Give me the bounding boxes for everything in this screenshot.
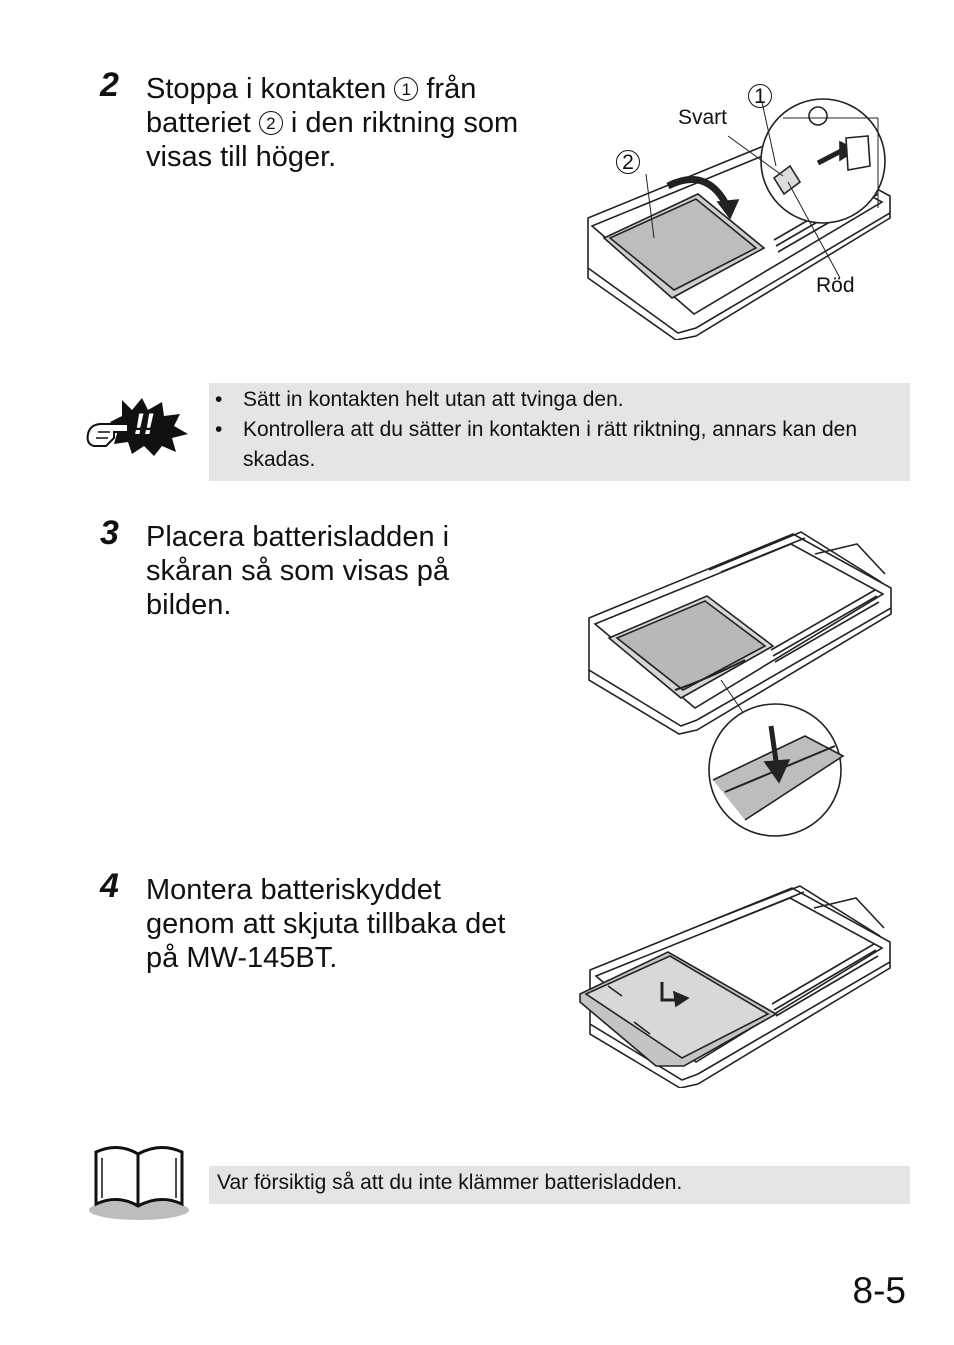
instruction-line: genom att skjuta tillbaka det xyxy=(146,908,506,940)
callout-1: 1 xyxy=(748,84,772,108)
instruction-line: Placera batterisladden i xyxy=(146,521,450,553)
caution-item: • Sätt in kontakten helt utan att tvinga den. xyxy=(209,385,900,415)
caution-icon xyxy=(84,394,194,458)
caution-item: • Kontrollera att du sätter in kontakten i rätt riktning, annars kan den skadas. xyxy=(209,415,900,475)
step-instruction xyxy=(146,873,566,975)
memo-text: Var försiktig så att du inte klämmer batterisladden. xyxy=(217,1171,683,1194)
device-illustration xyxy=(578,882,898,1088)
figure-cover-mounting xyxy=(578,882,898,1088)
caution-box xyxy=(209,383,910,481)
device-illustration xyxy=(578,78,900,340)
caution-icon-text: !! xyxy=(134,408,154,441)
device-illustration xyxy=(585,530,897,842)
step-number: 4 xyxy=(100,867,119,905)
memo-icon xyxy=(86,1138,192,1222)
step-instruction xyxy=(146,520,546,622)
figure-battery-connector xyxy=(578,78,900,340)
page-number: 8-5 xyxy=(852,1270,906,1311)
callout-2: 2 xyxy=(616,150,640,174)
memo-box xyxy=(209,1166,910,1204)
instruction-line: skåran så som visas på xyxy=(146,555,450,587)
label-black-wire: Svart xyxy=(678,106,728,129)
instruction-line: bilden. xyxy=(146,589,232,621)
instruction-line: Stoppa i kontakten 1 från xyxy=(146,73,477,105)
caution-list xyxy=(209,383,910,475)
label-red-wire: Röd xyxy=(816,274,855,297)
callout-marker: 2 xyxy=(259,111,283,135)
instruction-line: Montera batteriskyddet xyxy=(146,874,441,906)
figure-cord-placement xyxy=(585,530,897,842)
callout-marker: 1 xyxy=(394,77,418,101)
step-number: 2 xyxy=(100,66,119,104)
instruction-line: visas till höger. xyxy=(146,141,337,173)
step-number: 3 xyxy=(100,514,119,552)
step-instruction xyxy=(146,72,576,174)
instruction-line: på MW-145BT. xyxy=(146,942,338,974)
instruction-line: batteriet 2 i den riktning som xyxy=(146,107,519,139)
